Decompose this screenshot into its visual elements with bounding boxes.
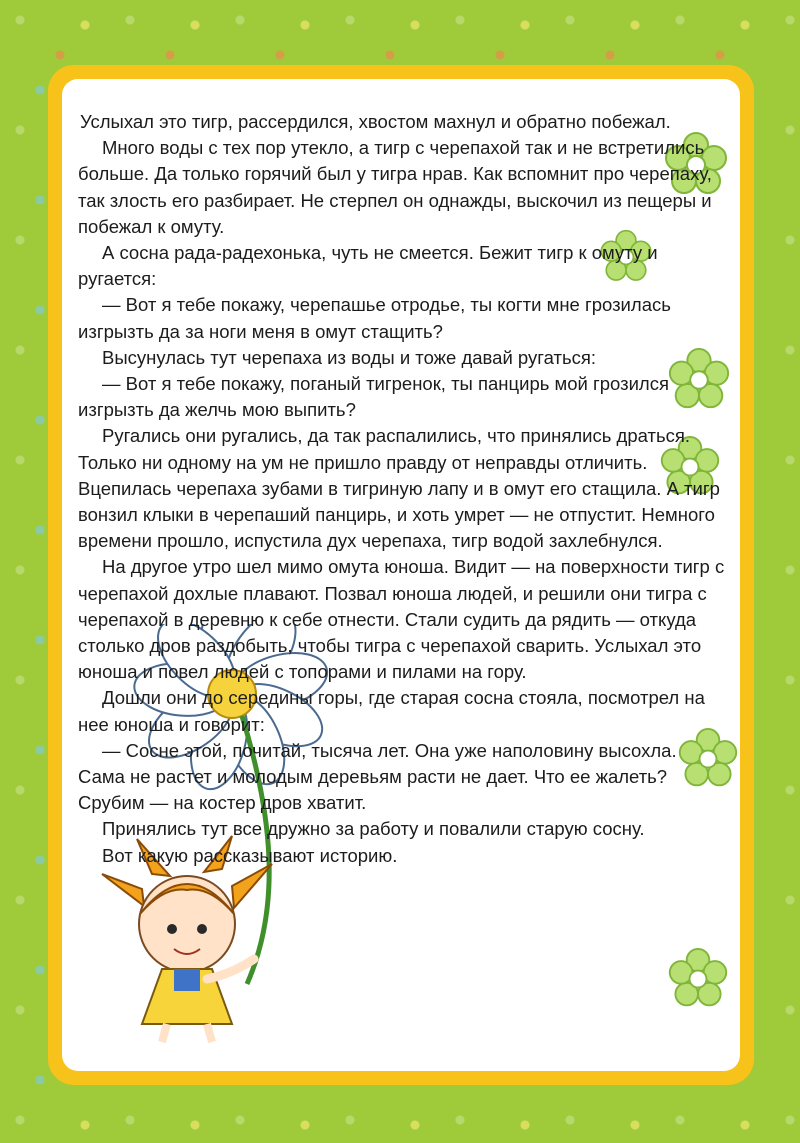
page-frame <box>48 65 754 1085</box>
story-paragraph: — Вот я тебе покажу, поганый тигренок, ты панцирь мой грозился изгрызть да желчь мою выпить? <box>78 373 669 421</box>
story-paragraph: Много воды с тех пор утекло, а тигр с черепахой так и не встретились больше. Да только горячий был у тигра нрав. Как вспомнит про черепаху, так злость его разбирает. Не стерпел он однажды, выскочил из пещеры и побежал к омуту. <box>78 137 712 237</box>
story-paragraph: Услыхал это тигр, рассердился, хвостом махнул и обратно побежал. <box>80 111 671 132</box>
story-paragraph: Дошли они до середины горы, где старая сосна стояла, посмотрел на нее юноша и говорит: <box>78 687 705 735</box>
story-text <box>78 109 728 869</box>
story-paragraph: Вот какую рассказывают историю. <box>102 844 398 866</box>
story-paragraph: — Вот я тебе покажу, черепашье отродье, ты когти мне грозилась изгрызть да за ноги меня в омут стащить? <box>78 294 671 342</box>
story-paragraph: Высунулась тут черепаха из воды и тоже давай ругаться: <box>102 346 596 368</box>
story-page <box>62 79 740 1071</box>
story-paragraph: На другое утро шел мимо омута юноша. Видит — на поверхности тигр с черепахой дохлые плавают. Позвал юноша людей, и решили они тигра с черепахой в деревню к себе отнести. Стали судить да рядить — откуда столько дров раздобыть, чтобы тигра с черепахой сварить. Услыхал это юноша и повел людей с топорами и пилами на гору. <box>78 556 725 683</box>
story-paragraph: Ругались они ругались, да так распалились, что принялись драться. Только ни одному на ум не пришло правду от неправды отличить. Вцепилась черепаха зубами в тигриную лапу и в омут его стащила. А тигр вонзил клыки в черепаший панцирь, и хоть умрет — не отпустит. Немного времени прошло, испустила дух черепаха, тигр водой захлебнулся. <box>78 425 720 552</box>
story-paragraph: — Сосне этой, почитай, тысяча лет. Она уже наполовину высохла. Сама не растет и молодым деревьям расти не дает. Что ее жалеть? Срубим — на костер дров хватит. <box>78 739 677 814</box>
story-paragraph: А сосна рада-радехонька, чуть не смеется. Бежит тигр к омуту и ругается: <box>78 242 658 290</box>
story-paragraph: Принялись тут все дружно за работу и повалили старую сосну. <box>102 818 645 840</box>
flower-icon <box>666 947 730 1011</box>
